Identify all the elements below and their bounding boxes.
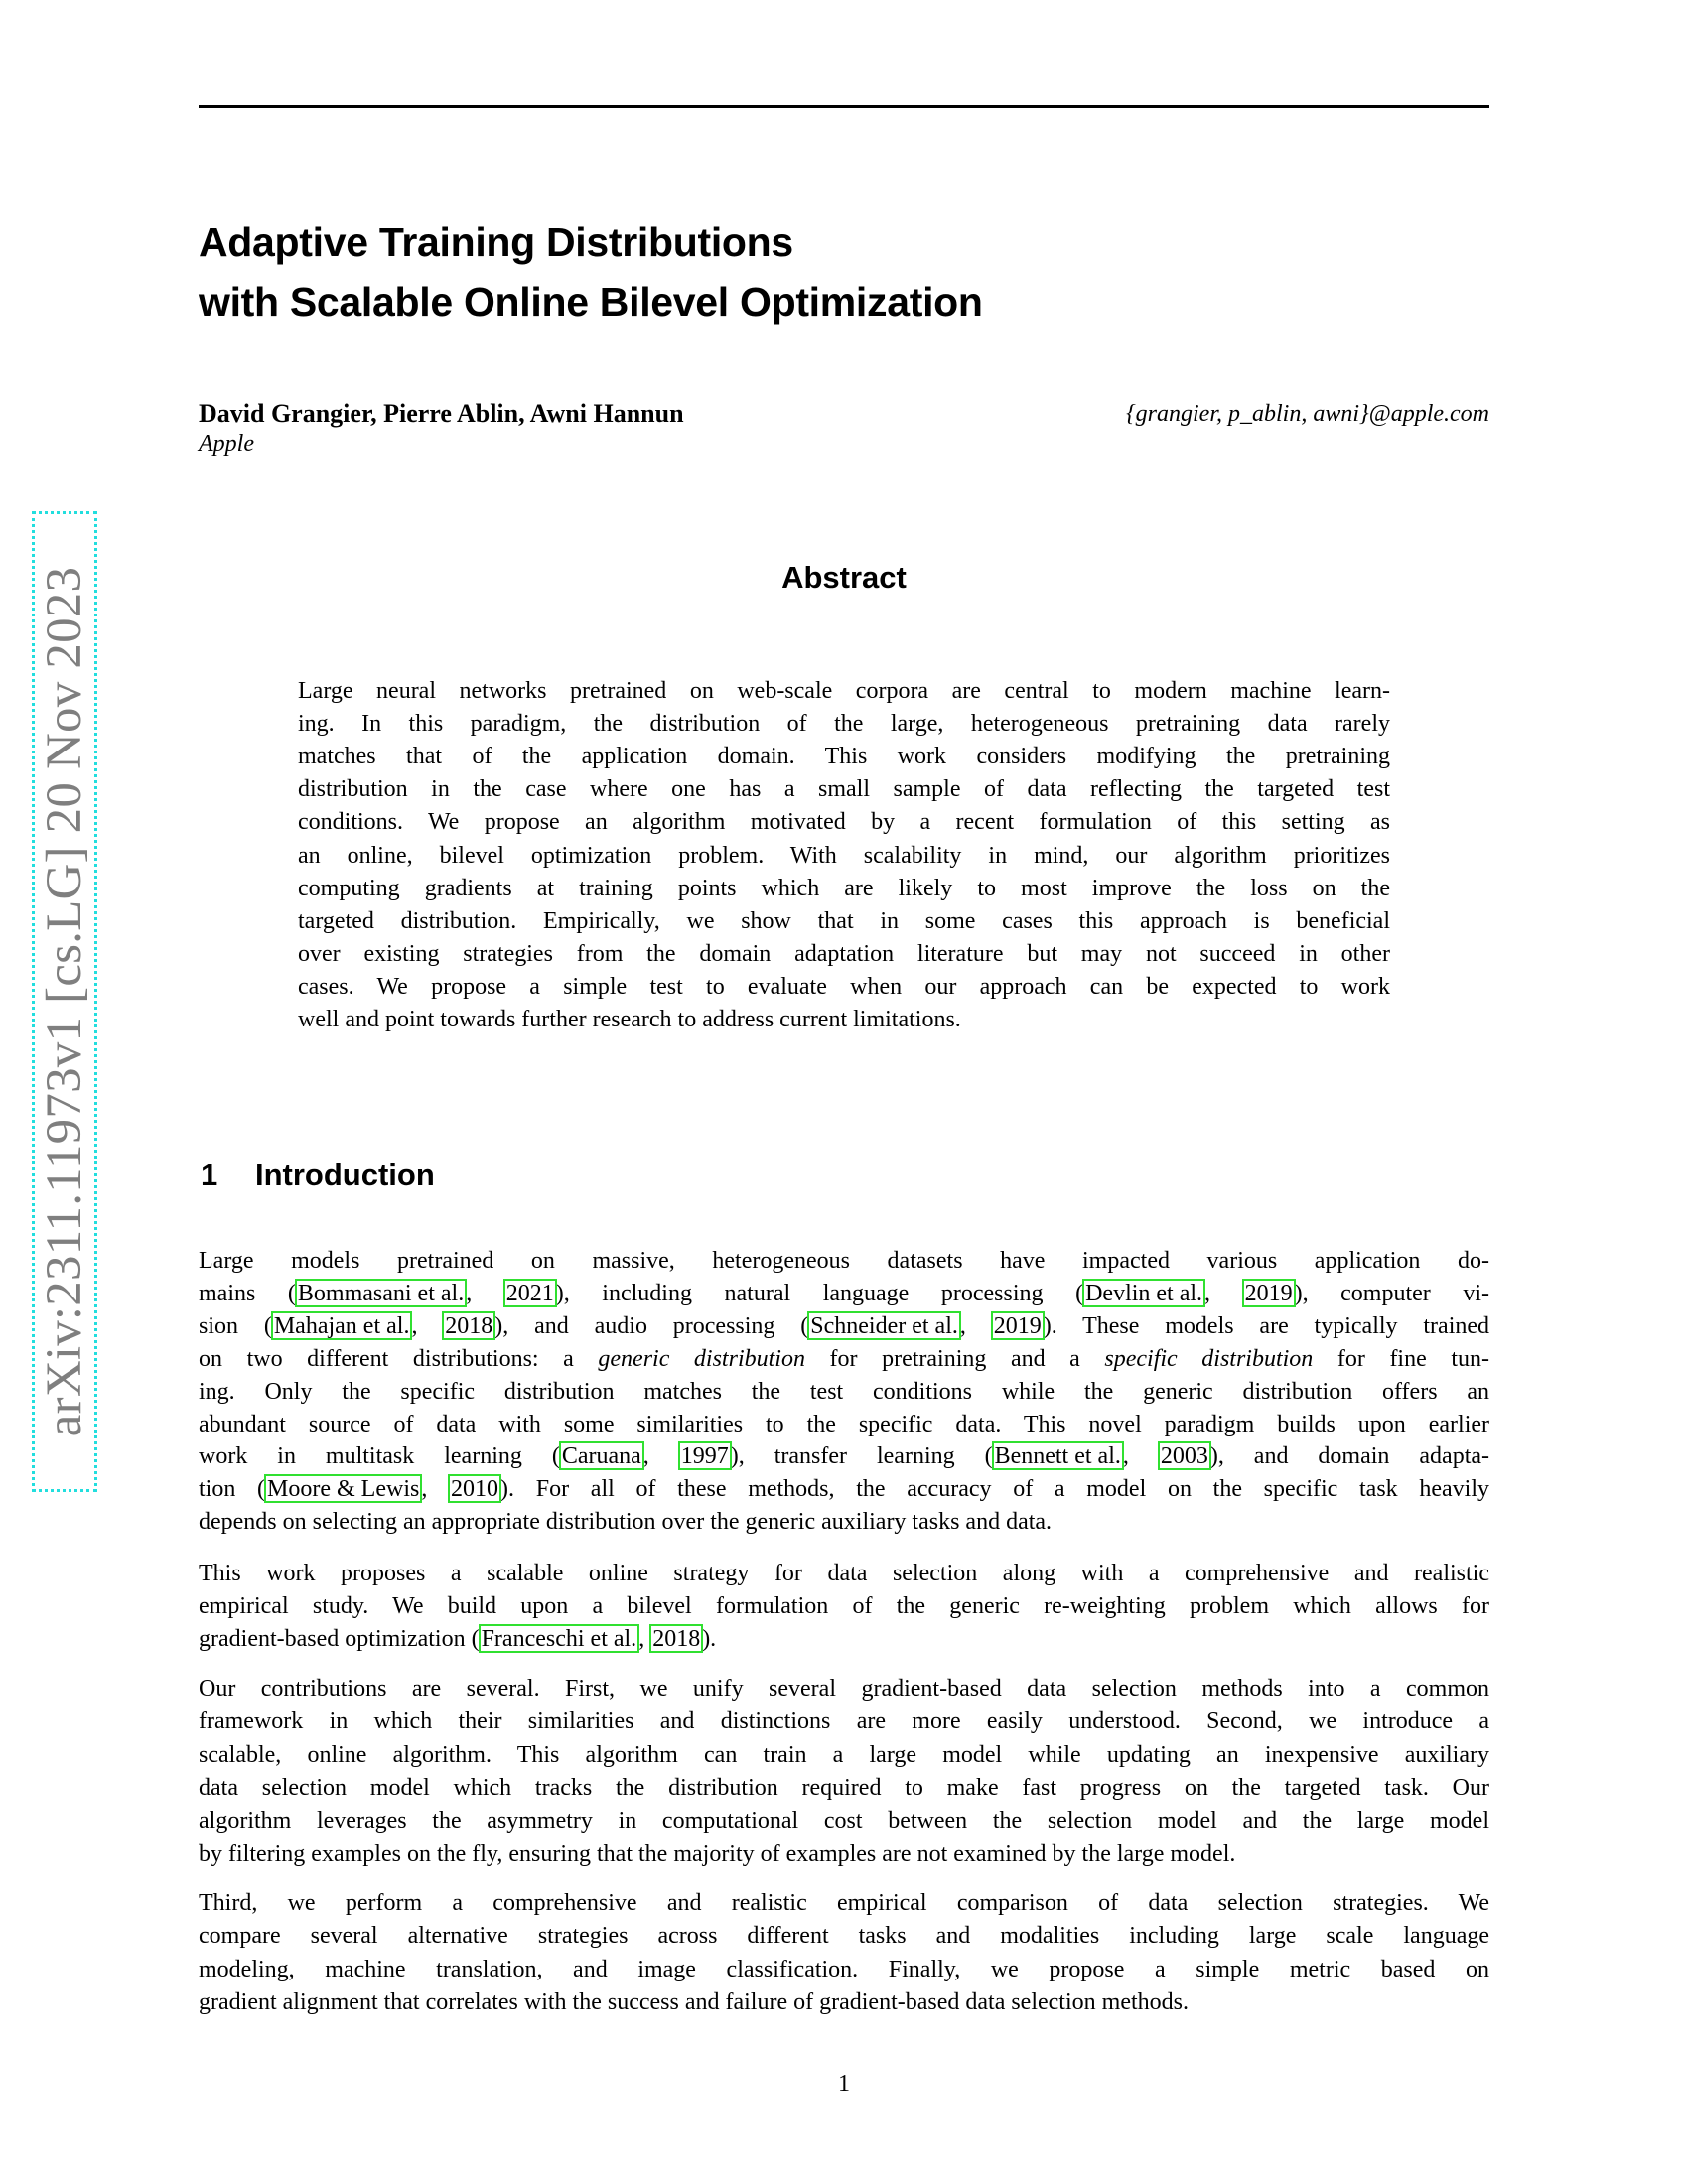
text-line [199,1772,1489,1805]
body-text: ing. In this paradigm, the distribution of the large, heterogeneous pretraining data rarely [298,711,1390,738]
text-line [298,675,1390,708]
text-line [199,1920,1489,1953]
body-text: ), including natural language processing ( [555,1280,1084,1306]
body-text: tion ( [199,1476,266,1503]
body-text: work in multitask learning ( [199,1443,560,1470]
body-text: , [1122,1443,1159,1470]
body-text: on two different distributions: a [199,1345,599,1372]
citation-link[interactable]: Devlin et al. [1082,1279,1205,1307]
body-text: modeling, machine translation, and image classification. Finally, we propose a simple metric based on [199,1956,1489,1982]
body-text: sion ( [199,1312,272,1339]
paper-title [199,212,983,332]
body-text: scalable, online algorithm. This algorithm can train a large model while updating an inexpensive auxiliary [199,1741,1489,1768]
body-text: , [642,1443,679,1470]
text-line [298,905,1390,938]
text-line [298,1004,1390,1036]
body-text: Third, we perform a comprehensive and realistic empirical comparison of data selection strategies. We [199,1890,1489,1916]
text-line [298,708,1390,741]
body-text: an online, bilevel optimization problem. With scalability in mind, our algorithm prioritizes [298,842,1390,869]
body-text: conditions. We propose an algorithm motivated by a recent formulation of this setting as [298,809,1390,836]
body-text: framework in which their similarities and distinctions are more easily understood. Second, we introduce a [199,1708,1489,1735]
text-line [199,1473,1489,1506]
body-text: over existing strategies from the domain adaptation literature but may not succeed in other [298,940,1390,967]
arxiv-identifier[interactable]: arXiv:2311.11973v1 [cs.LG] 20 Nov 2023 [37,566,92,1437]
body-text: Large models pretrained on massive, heterogeneous datasets have impacted various application do- [199,1248,1489,1274]
author-emails: {grangier, p_ablin, awni}@apple.com [1126,401,1489,427]
body-text: for fine tun- [1313,1345,1489,1372]
citation-link[interactable]: Bommasani et al. [295,1279,467,1307]
body-text: This work proposes a scalable online strategy for data selection along with a comprehensive and realistic [199,1561,1489,1586]
body-text: well and point towards further research to address current limitations. [298,1007,961,1032]
text-line [298,840,1390,873]
text-line [199,1986,1489,2019]
citation-link[interactable]: Franceschi et al. [479,1624,640,1653]
body-text: ), transfer learning ( [730,1443,993,1470]
body-text: data selection model which tracks the distribution required to make fast progress on the targeted task. Our [199,1774,1489,1801]
body-text: ing. Only the specific distribution matches the test conditions while the generic distribution offers an [199,1378,1489,1405]
body-text: by filtering examples on the fly, ensuring that the majority of examples are not examined by the large model. [199,1841,1236,1867]
text-line [199,1623,1489,1656]
text-line [199,1278,1489,1310]
body-text: ). These models are typically trained [1043,1312,1490,1339]
text-line [298,873,1390,905]
text-line [199,1376,1489,1409]
section-heading-introduction [201,1158,435,1193]
body-text: empirical study. We build upon a bilevel formulation of the generic re-weighting problem which allows for [199,1593,1489,1620]
citation-link[interactable]: 1997 [678,1441,732,1470]
body-text: gradient-based optimization ( [199,1626,480,1653]
text-line [199,1440,1489,1473]
body-text: , [411,1312,444,1339]
text-line [199,1310,1489,1343]
body-text: targeted distribution. Empirically, we show that in some cases this approach is beneficial [298,907,1390,934]
body-text: , [466,1280,504,1306]
body-text: depends on selecting an appropriate distribution over the generic auxiliary tasks and data. [199,1509,1053,1536]
body-text: , [638,1626,651,1653]
text-line [199,1805,1489,1838]
citation-link[interactable]: 2019 [1242,1279,1296,1307]
emphasis-text: generic distribution [598,1345,805,1372]
citation-link[interactable]: 2018 [442,1311,495,1340]
body-text: gradient alignment that correlates with the success and failure of gradient-based data selection methods. [199,1988,1189,2015]
body-text: compare several alternative strategies across different tasks and modalities including large scale language [199,1923,1489,1950]
text-line [199,1506,1489,1539]
body-text: distribution in the case where one has a small sample of data reflecting the targeted test [298,776,1390,803]
text-line [199,1839,1489,1871]
body-text: computing gradients at training points which are likely to most improve the loss on the [298,875,1390,901]
text-line [199,1590,1489,1623]
text-line [298,806,1390,839]
title-line-1: Adaptive Training Distributions [199,219,793,265]
section-title: Introduction [255,1158,435,1192]
body-text: , [421,1476,450,1503]
text-line [199,1706,1489,1738]
citation-link[interactable]: Bennett et al. [992,1441,1124,1470]
body-text: , [959,1312,992,1339]
text-line [199,1887,1489,1920]
body-text: Our contributions are several. First, we unify several gradient-based data selection methods into a common [199,1676,1489,1702]
text-line [298,741,1390,773]
text-line [298,773,1390,806]
citation-link[interactable]: Schneider et al. [807,1311,961,1340]
body-text: mains ( [199,1280,296,1306]
text-line [199,1558,1489,1590]
citation-link[interactable]: 2019 [991,1311,1045,1340]
body-text: ). For all of these methods, the accuracy of a model on the specific task heavily [500,1476,1489,1503]
text-line [199,1739,1489,1772]
text-line [199,1409,1489,1441]
body-text: , [1204,1280,1243,1306]
body-text: abundant source of data with some similarities to the specific data. This novel paradigm builds upon earlier [199,1411,1489,1437]
citation-link[interactable]: Moore & Lewis [264,1474,422,1503]
citation-link[interactable]: 2010 [448,1474,501,1503]
body-text: ), and domain adapta- [1209,1443,1489,1470]
top-rule [199,105,1489,108]
arxiv-stamp[interactable] [32,511,97,1492]
text-line [199,1245,1489,1278]
body-text: for pretraining and a [804,1345,1105,1372]
body-text: matches that of the application domain. This work considers modifying the pretraining [298,744,1390,770]
author-list: David Grangier, Pierre Ablin, Awni Hannun [199,399,684,428]
body-text: Large neural networks pretrained on web-scale corpora are central to modern machine learn- [298,678,1390,704]
citation-link[interactable]: Mahajan et al. [271,1311,413,1340]
title-line-2: with Scalable Online Bilevel Optimization [199,279,983,325]
abstract-heading: Abstract [781,560,907,595]
affiliation: Apple [199,431,254,457]
page-number: 1 [838,2071,850,2097]
body-text: ). [702,1626,717,1653]
citation-link[interactable]: 2021 [503,1279,557,1307]
emphasis-text: specific distribution [1104,1345,1314,1372]
body-text: algorithm leverages the asymmetry in computational cost between the selection model and the large model [199,1808,1489,1835]
text-line [199,1673,1489,1706]
body-text: ), and audio processing ( [494,1312,809,1339]
citation-link[interactable]: 2018 [649,1624,703,1653]
citation-link[interactable]: 2003 [1158,1441,1211,1470]
body-text: ), computer vi- [1294,1280,1490,1306]
text-line [199,1954,1489,1986]
body-text: cases. We propose a simple test to evaluate when our approach can be expected to work [298,973,1390,1000]
text-line [199,1343,1489,1376]
text-line [298,971,1390,1004]
section-number: 1 [201,1158,218,1192]
citation-link[interactable]: Caruana [559,1441,644,1470]
text-line [298,938,1390,971]
